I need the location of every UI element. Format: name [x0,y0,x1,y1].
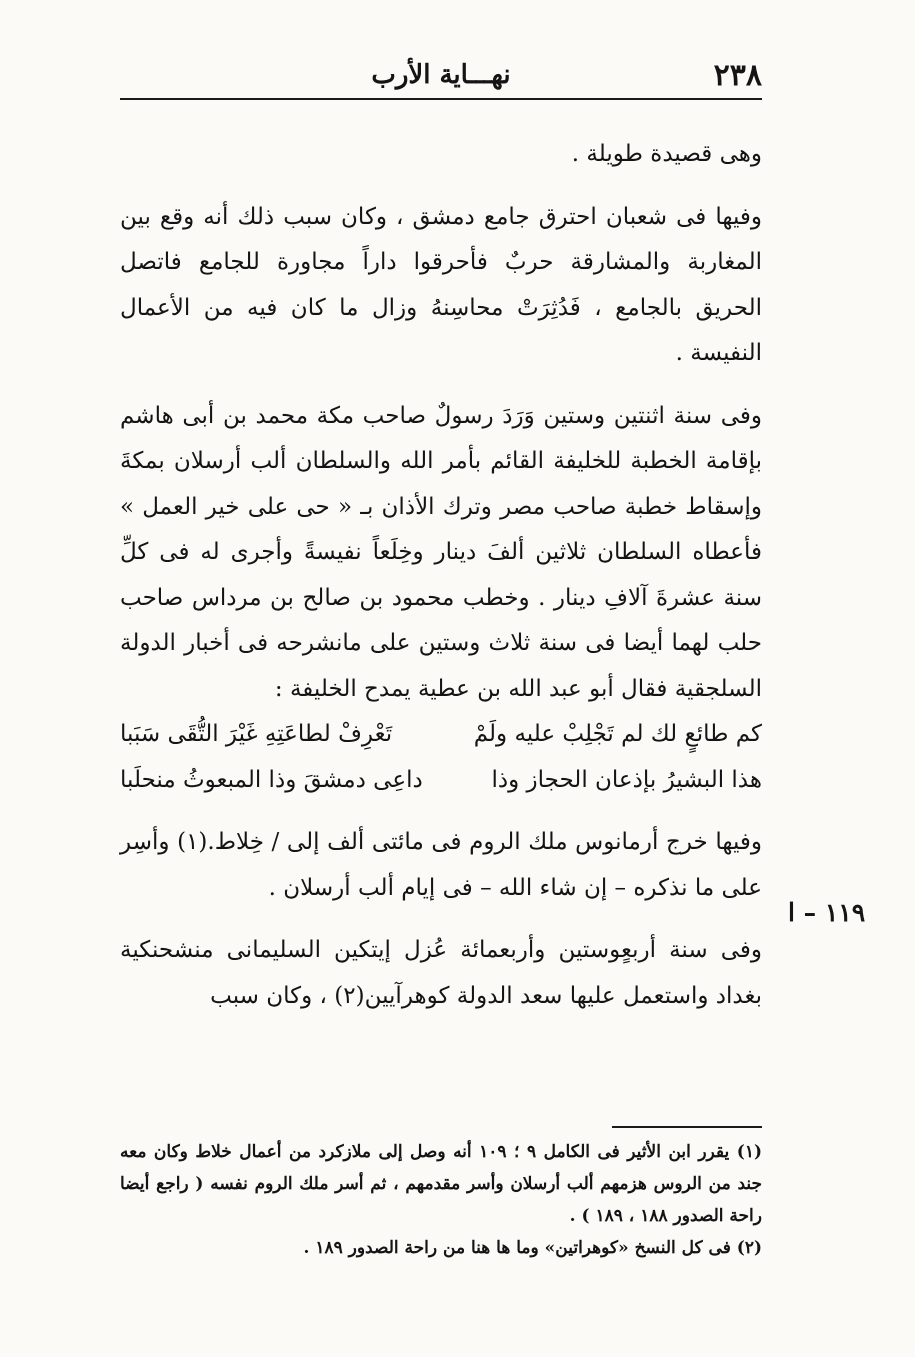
paragraph-3: وفى سنة اثنتين وستين وَرَدَ رسولٌ صاحب مكة محمد بن أبى هاشم بإقامة الخطبة للخليفة القائم بأمر الله والسلطان ألب أرسلان بمكةَ وإسقاط خطبة صاحب مصر وترك الأذان بـ « حى على خير العمل » فأعطاه السلطان ثلاثين ألفَ دينار وخِلَعاً نفيسةً وأجرى له فى كلِّ سنة عشرةَ آلافِ دينار . وخطب محمود بن صالح بن مرداس صاحب حلب لهما أيضا فى سنة ثلاث وستين على مانشرحه فى أخبار الدولة السلجقية فقال أبو عبد الله بن عطية يمدح الخليفة : [120,402,762,702]
main-text [120,132,762,1019]
page-number: ٢٣٨ [713,58,762,93]
verse-1-first-hemistich: كم طائعٍ لك لم تَجْلِبْ عليه ولَمْ [473,721,762,747]
verse-2-second-hemistich: داعِى دمشقَ وذا المبعوثُ منحلَبا [120,766,423,793]
paragraph-1: وهى قصيدة طويلة . [571,141,762,167]
page-header [120,52,762,100]
paragraph-2: وفيها فى شعبان احترق جامع دمشق ، وكان سبب ذلك أنه وقع بين المغاربة والمشارقة حربٌ فأحرقوا داراً مجاورة للجامع فاتصل الحريق بالجامع ، فَدُثِرَتْ محاسِنهُ وزال ما كان فيه من الأعمال النفيسة . [120,203,762,366]
running-title: نهـــاية الأرب [371,60,511,90]
verse-line-1 [120,712,762,758]
footnote-2: (٢) فى كل النسخ «كوهراتين» وما ها هنا من راحة الصدور ١٨٩ . [303,1238,762,1258]
margin-reference: ١١٩ – ا [788,898,866,927]
paragraph-5: وفى سنة أربعٍوستين وأربعمائة عُزل إيتكين السليمانى منشحنكية بغداد واستعمل عليها سعد الدولة كوهرآيين(٢) ، وكان سبب [120,937,762,1009]
verse-line-2 [120,758,762,804]
footnote-separator [612,1126,762,1128]
footnote-1: (١) يقرر ابن الأثير فى الكامل ٩ ؛ ١٠٩ أنه وصل إلى ملازكرد من أعمال خلاط وكان معه جند من الروس هزمهم ألب أرسلان وأسر مقدمهم ، ثم أسر ملك الروم نفسه ( راجع أيضا راحة الصدور ١٨٨ ، ١٨٩ ) . [120,1142,762,1226]
paragraph-4: وفيها خرج أرمانوس ملك الروم فى مائتى ألف إلى / خِلاط.(١) وأسِر على ما نذكره – إن شاء الله – فى إيام ألب أرسلان . [120,829,762,901]
verse-1-second-hemistich: تَعْرِفْ لطاعَتِهِ غَيْرَ التُّقَى سَبَبا [120,721,393,747]
verse-2-first-hemistich: هذا البشيرُ بإذعان الحجاز وذا [491,766,762,793]
footnotes [120,1136,762,1264]
